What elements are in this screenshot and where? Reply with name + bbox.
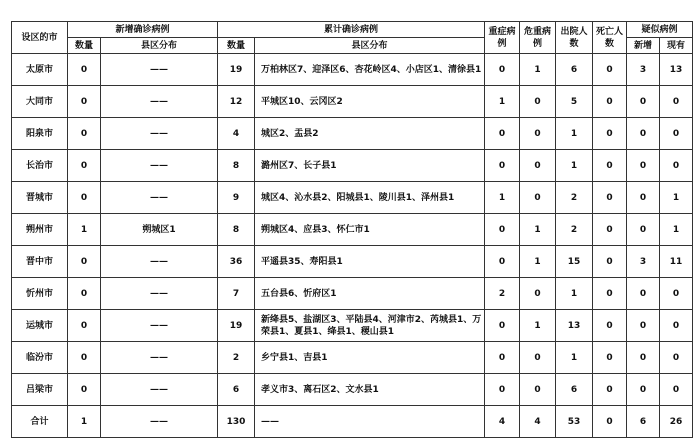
covid-case-table [11, 21, 693, 438]
cell-cum-count: 2 [218, 342, 255, 374]
header-severe: 重症病例 [485, 22, 520, 54]
cell-city: 长治市 [12, 150, 68, 182]
cell-discharged: 53 [556, 406, 593, 438]
header-suspected-new: 新增 [627, 38, 660, 54]
cell-discharged: 2 [556, 182, 593, 214]
cell-cum-count: 8 [218, 214, 255, 246]
cell-cum-district: 孝义市3、离石区2、文水县1 [255, 374, 485, 406]
cell-new-count: 0 [68, 310, 101, 342]
table-row [12, 310, 693, 342]
header-cum-count: 数量 [218, 38, 255, 54]
header-suspected: 疑似病例 [627, 22, 693, 38]
cell-deaths: 0 [593, 278, 627, 310]
cell-critical: 1 [520, 246, 556, 278]
cell-discharged: 1 [556, 118, 593, 150]
cell-critical: 4 [520, 406, 556, 438]
cell-deaths: 0 [593, 374, 627, 406]
cell-new-district: —— [101, 342, 218, 374]
cell-deaths: 0 [593, 182, 627, 214]
cell-critical: 0 [520, 150, 556, 182]
cell-critical: 0 [520, 118, 556, 150]
cell-new-count: 0 [68, 118, 101, 150]
cell-new-district: —— [101, 150, 218, 182]
cell-new-district: —— [101, 278, 218, 310]
cell-deaths: 0 [593, 214, 627, 246]
cell-cum-district: —— [255, 406, 485, 438]
table-row [12, 54, 693, 86]
cell-cum-district: 城区4、沁水县2、阳城县1、陵川县1、泽州县1 [255, 182, 485, 214]
cell-severe: 0 [485, 118, 520, 150]
cell-suspected-current: 13 [660, 54, 693, 86]
cell-critical: 1 [520, 310, 556, 342]
cell-suspected-current: 0 [660, 150, 693, 182]
table-row [12, 374, 693, 406]
cell-new-district: —— [101, 246, 218, 278]
cell-new-count: 0 [68, 86, 101, 118]
cell-cum-count: 36 [218, 246, 255, 278]
cell-cum-count: 8 [218, 150, 255, 182]
cell-suspected-current: 0 [660, 86, 693, 118]
cell-suspected-new: 3 [627, 54, 660, 86]
cell-severe: 1 [485, 86, 520, 118]
cell-new-district: —— [101, 374, 218, 406]
cell-cum-count: 9 [218, 182, 255, 214]
cell-new-count: 1 [68, 406, 101, 438]
cell-suspected-current: 0 [660, 118, 693, 150]
header-critical: 危重病例 [520, 22, 556, 54]
cell-city: 阳泉市 [12, 118, 68, 150]
cell-cum-district: 新绛县5、盐湖区3、平陆县4、河津市2、芮城县1、万荣县1、夏县1、绛县1、稷山县1 [255, 310, 485, 342]
table-row [12, 86, 693, 118]
cell-cum-count: 130 [218, 406, 255, 438]
cell-critical: 0 [520, 86, 556, 118]
cell-suspected-new: 3 [627, 246, 660, 278]
cell-suspected-new: 0 [627, 310, 660, 342]
table-row [12, 406, 693, 438]
cell-critical: 0 [520, 182, 556, 214]
cell-new-district: 朔城区1 [101, 214, 218, 246]
cell-severe: 0 [485, 310, 520, 342]
cell-new-count: 0 [68, 54, 101, 86]
cell-discharged: 1 [556, 342, 593, 374]
cell-city: 临汾市 [12, 342, 68, 374]
cell-suspected-current: 1 [660, 214, 693, 246]
cell-suspected-new: 0 [627, 118, 660, 150]
cell-cum-count: 7 [218, 278, 255, 310]
cell-severe: 0 [485, 150, 520, 182]
table-row [12, 278, 693, 310]
cell-new-district: —— [101, 310, 218, 342]
cell-suspected-new: 0 [627, 278, 660, 310]
cell-new-count: 0 [68, 374, 101, 406]
cell-suspected-current: 0 [660, 278, 693, 310]
cell-suspected-current: 0 [660, 374, 693, 406]
cell-critical: 1 [520, 214, 556, 246]
table-row [12, 342, 693, 374]
cell-suspected-new: 0 [627, 86, 660, 118]
cell-city: 大同市 [12, 86, 68, 118]
cell-new-count: 0 [68, 278, 101, 310]
cell-new-district: —— [101, 86, 218, 118]
header-cum-district: 县区分布 [255, 38, 485, 54]
cell-deaths: 0 [593, 150, 627, 182]
cell-cum-district: 朔城区4、应县3、怀仁市1 [255, 214, 485, 246]
cell-discharged: 15 [556, 246, 593, 278]
cell-suspected-current: 0 [660, 342, 693, 374]
cell-cum-district: 平遥县35、寿阳县1 [255, 246, 485, 278]
cell-suspected-current: 1 [660, 182, 693, 214]
cell-city: 运城市 [12, 310, 68, 342]
cell-new-count: 0 [68, 246, 101, 278]
cell-severe: 0 [485, 214, 520, 246]
cell-suspected-current: 0 [660, 310, 693, 342]
cell-deaths: 0 [593, 54, 627, 86]
cell-critical: 0 [520, 374, 556, 406]
cell-critical: 0 [520, 342, 556, 374]
cell-critical: 1 [520, 54, 556, 86]
cell-deaths: 0 [593, 118, 627, 150]
cell-city: 晋城市 [12, 182, 68, 214]
cell-new-district: —— [101, 54, 218, 86]
cell-critical: 0 [520, 278, 556, 310]
cell-cum-district: 乡宁县1、吉县1 [255, 342, 485, 374]
cell-discharged: 2 [556, 214, 593, 246]
header-city: 设区的市 [12, 22, 68, 54]
cell-discharged: 1 [556, 278, 593, 310]
cell-new-district: —— [101, 118, 218, 150]
table-row [12, 214, 693, 246]
cell-new-count: 0 [68, 182, 101, 214]
table-container [11, 21, 693, 438]
table-row [12, 150, 693, 182]
cell-suspected-current: 11 [660, 246, 693, 278]
header-new-count: 数量 [68, 38, 101, 54]
cell-cum-district: 城区2、盂县2 [255, 118, 485, 150]
cell-severe: 1 [485, 182, 520, 214]
cell-severe: 2 [485, 278, 520, 310]
cell-discharged: 13 [556, 310, 593, 342]
cell-discharged: 5 [556, 86, 593, 118]
cell-cum-count: 12 [218, 86, 255, 118]
cell-discharged: 6 [556, 54, 593, 86]
cell-cum-count: 4 [218, 118, 255, 150]
cell-suspected-new: 0 [627, 150, 660, 182]
header-row-1 [12, 22, 693, 38]
table-body [12, 54, 693, 438]
table-row [12, 246, 693, 278]
cell-deaths: 0 [593, 406, 627, 438]
cell-suspected-new: 0 [627, 182, 660, 214]
cell-deaths: 0 [593, 342, 627, 374]
header-new-district: 县区分布 [101, 38, 218, 54]
header-cum-confirmed: 累计确诊病例 [218, 22, 485, 38]
cell-discharged: 6 [556, 374, 593, 406]
cell-cum-district: 万柏林区7、迎泽区6、杏花岭区4、小店区1、清徐县1 [255, 54, 485, 86]
header-new-confirmed: 新增确诊病例 [68, 22, 218, 38]
cell-cum-district: 潞州区7、长子县1 [255, 150, 485, 182]
cell-severe: 0 [485, 246, 520, 278]
cell-city: 晋中市 [12, 246, 68, 278]
cell-new-count: 0 [68, 342, 101, 374]
cell-suspected-new: 0 [627, 374, 660, 406]
cell-suspected-new: 6 [627, 406, 660, 438]
cell-suspected-new: 0 [627, 342, 660, 374]
cell-suspected-current: 26 [660, 406, 693, 438]
cell-new-district: —— [101, 406, 218, 438]
cell-city: 朔州市 [12, 214, 68, 246]
cell-severe: 0 [485, 54, 520, 86]
header-suspected-current: 现有 [660, 38, 693, 54]
cell-deaths: 0 [593, 86, 627, 118]
cell-city: 吕梁市 [12, 374, 68, 406]
cell-severe: 0 [485, 342, 520, 374]
cell-deaths: 0 [593, 246, 627, 278]
cell-cum-count: 6 [218, 374, 255, 406]
cell-suspected-new: 0 [627, 214, 660, 246]
table-row [12, 182, 693, 214]
cell-new-count: 1 [68, 214, 101, 246]
cell-city: 忻州市 [12, 278, 68, 310]
cell-city: 合计 [12, 406, 68, 438]
cell-severe: 0 [485, 374, 520, 406]
header-discharged: 出院人数 [556, 22, 593, 54]
cell-new-count: 0 [68, 150, 101, 182]
cell-discharged: 1 [556, 150, 593, 182]
table-row [12, 118, 693, 150]
cell-new-district: —— [101, 182, 218, 214]
cell-cum-count: 19 [218, 54, 255, 86]
cell-cum-district: 平城区10、云冈区2 [255, 86, 485, 118]
cell-deaths: 0 [593, 310, 627, 342]
cell-cum-district: 五台县6、忻府区1 [255, 278, 485, 310]
header-deaths: 死亡人数 [593, 22, 627, 54]
cell-severe: 4 [485, 406, 520, 438]
cell-cum-count: 19 [218, 310, 255, 342]
cell-city: 太原市 [12, 54, 68, 86]
